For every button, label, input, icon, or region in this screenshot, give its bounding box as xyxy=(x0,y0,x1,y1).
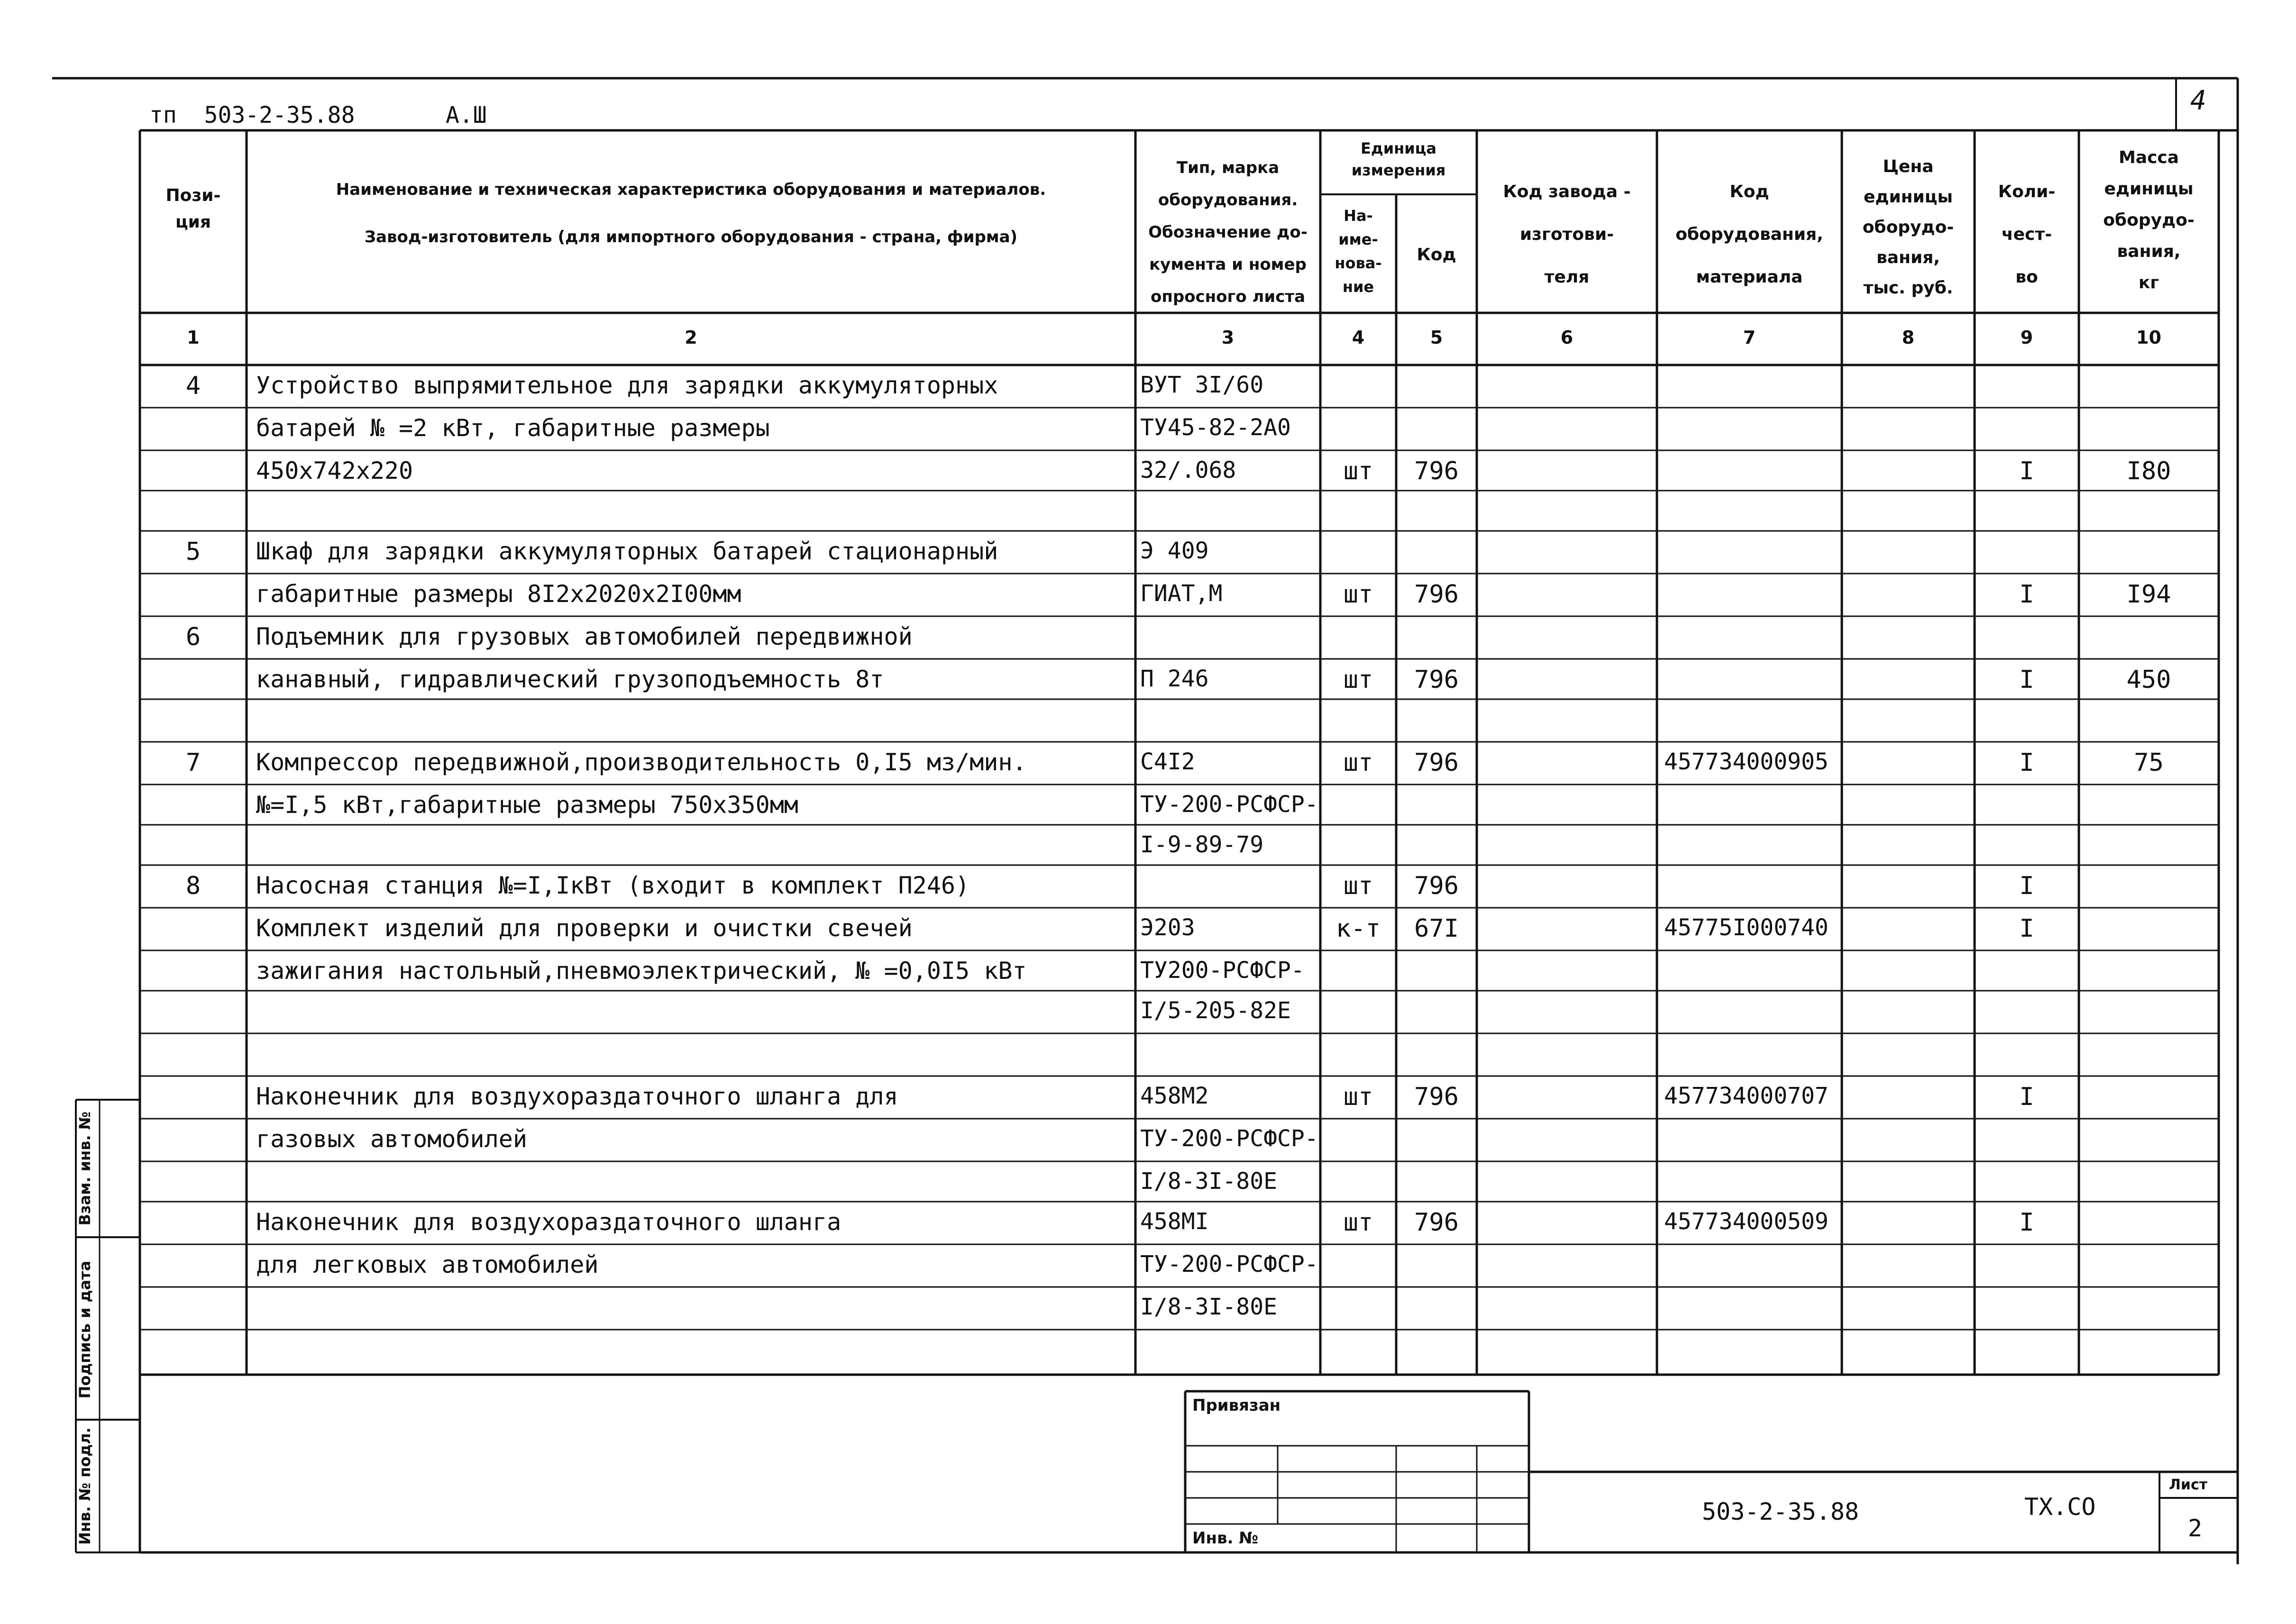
cell-unit-code: 796 xyxy=(1414,748,1459,777)
cell-name: 450х742х220 xyxy=(256,457,413,484)
cell-unit-code: 796 xyxy=(1414,666,1459,694)
cell-type: ТУ-200-РСФСР- xyxy=(1140,1125,1318,1152)
cell-name: Шкаф для зарядки аккумуляторных батарей стационарный xyxy=(256,538,998,565)
cell-quantity: I xyxy=(2019,1083,2034,1111)
header-unit-mass: Масса единицы оборудо- вания, кг xyxy=(2103,148,2195,292)
cell-name: Комплект изделий для проверки и очистки свечей xyxy=(256,914,913,942)
cell-type: I-9-89-79 xyxy=(1140,831,1264,858)
cell-type: I/5-205-82Е xyxy=(1140,997,1291,1024)
title-attached-label: Привязан xyxy=(1192,1396,1281,1415)
cell-type: ТУ-200-РСФСР- xyxy=(1140,1251,1318,1277)
header-unit-code: Код xyxy=(1417,245,1456,265)
column-number: 6 xyxy=(1560,327,1573,348)
header-equipment-code: Код оборудования, материала xyxy=(1675,182,1823,287)
cell-position: 7 xyxy=(185,748,201,777)
cell-unit-name: шт xyxy=(1343,580,1373,609)
album-label: А.Ш xyxy=(446,102,487,128)
cell-type: 458М2 xyxy=(1140,1083,1209,1109)
cell-type: ТУ200-РСФСР- xyxy=(1140,957,1305,984)
column-number: 3 xyxy=(1221,327,1235,348)
cell-quantity: I xyxy=(2019,457,2034,485)
cell-unit-code: 796 xyxy=(1414,1208,1459,1237)
header-unit-name: На- име- нова- ние xyxy=(1335,207,1382,296)
column-number: 4 xyxy=(1352,327,1365,348)
cell-name: Насосная станция №=I,IкВт (входит в комплект П246) xyxy=(256,872,970,899)
title-doc-mark: ТХ.СО xyxy=(2024,1493,2096,1521)
cell-unit-code: 796 xyxy=(1414,580,1459,609)
cell-unit-code: 67I xyxy=(1414,914,1459,943)
cell-unit-name: шт xyxy=(1343,666,1373,694)
cell-type: I/8-3I-80Е xyxy=(1140,1168,1277,1195)
cell-quantity: I xyxy=(2019,1208,2034,1237)
cell-name: газовых автомобилей xyxy=(256,1125,527,1153)
cell-mass: 450 xyxy=(2126,666,2171,694)
cell-position: 4 xyxy=(185,372,201,400)
cell-name: зажигания настольный,пневмоэлектрический, № =0,0I5 кВт xyxy=(256,957,1027,985)
cell-name: для легковых автомобилей xyxy=(256,1251,599,1278)
cell-quantity: I xyxy=(2019,580,2034,609)
cell-name: габаритные размеры 8I2х2020х2I00мм xyxy=(256,580,741,608)
title-doc-code: 503-2-35.88 xyxy=(1702,1498,1859,1525)
stamp-original-inv: Инв. № подл. xyxy=(76,1427,94,1545)
column-number: 8 xyxy=(1902,327,1915,348)
cell-mass: I94 xyxy=(2126,580,2171,609)
cell-unit-name: шт xyxy=(1343,872,1373,900)
cell-type: ГИАТ,М xyxy=(1140,580,1223,607)
cell-type: ВУТ 3I/60 xyxy=(1140,372,1264,398)
cell-quantity: I xyxy=(2019,914,2034,943)
cell-mass: 75 xyxy=(2134,748,2164,777)
column-number: 5 xyxy=(1430,327,1443,348)
cell-unit-code: 796 xyxy=(1414,872,1459,900)
cell-type: П 246 xyxy=(1140,666,1209,692)
cell-quantity: I xyxy=(2019,666,2034,694)
cell-type: 32/.068 xyxy=(1140,457,1236,484)
cell-name: батарей № =2 кВт, габаритные размеры xyxy=(256,414,770,442)
cell-type: Э203 xyxy=(1140,914,1195,941)
cell-name: Наконечник для воздухораздаточного шланга xyxy=(256,1208,842,1236)
cell-position: 5 xyxy=(185,538,201,566)
stamp-signature-date: Подпись и дата xyxy=(76,1260,94,1399)
header-factory-code: Код завода - изготови- теля xyxy=(1503,182,1631,287)
column-number: 1 xyxy=(187,327,200,348)
title-inv-label: Инв. № xyxy=(1192,1529,1259,1548)
cell-position: 8 xyxy=(185,872,201,900)
cell-type: Э 409 xyxy=(1140,538,1209,564)
cell-unit-name: к-т xyxy=(1336,914,1381,943)
cell-equipment-code: 45775I000740 xyxy=(1664,914,1829,941)
header-name-line1: Наименование и техническая характеристика оборудования и материалов. xyxy=(336,180,1046,199)
cell-type: I/8-3I-80Е xyxy=(1140,1294,1277,1320)
header-name-line2: Завод-изготовитель (для импортного оборудования - страна, фирма) xyxy=(364,228,1018,246)
header-type: Тип, марка оборудования. Обозначение до- кумента и номер опросного листа xyxy=(1148,158,1308,306)
title-sheet-label: Лист xyxy=(2169,1477,2208,1493)
cell-equipment-code: 457734000707 xyxy=(1664,1083,1829,1109)
column-number: 2 xyxy=(685,327,697,348)
top-left-doc-code: тп 503-2-35.88 xyxy=(149,102,355,128)
cell-type: 458МI xyxy=(1140,1208,1209,1235)
cell-name: Компрессор передвижной,производительность 0,I5 мз/мин. xyxy=(256,748,1027,776)
cell-unit-name: шт xyxy=(1343,1208,1373,1237)
header-quantity: Коли- чест- во xyxy=(1998,182,2056,287)
header-unit-price: Цена единицы оборудо- вания, тыс. руб. xyxy=(1862,157,1954,298)
cell-unit-name: шт xyxy=(1343,1083,1373,1111)
cell-unit-code: 796 xyxy=(1414,1083,1459,1111)
title-sheet-number: 2 xyxy=(2188,1515,2203,1542)
cell-position: 6 xyxy=(185,623,201,651)
cell-unit-name: шт xyxy=(1343,748,1373,777)
column-number: 7 xyxy=(1743,327,1756,348)
header-position: Пози- ция xyxy=(165,186,221,232)
cell-name: №=I,5 кВт,габаритные размеры 750х350мм xyxy=(256,791,798,819)
cell-unit-name: шт xyxy=(1343,457,1373,485)
cell-type: ТУ-200-РСФСР- xyxy=(1140,791,1318,818)
stamp-interchange-inv: Взам. инв. № xyxy=(76,1111,94,1226)
cell-name: Устройство выпрямительное для зарядки аккумуляторных xyxy=(256,372,998,399)
cell-mass: I80 xyxy=(2126,457,2171,485)
cell-name: Наконечник для воздухораздаточного шланга для xyxy=(256,1083,898,1110)
cell-type: ТУ45-82-2А0 xyxy=(1140,414,1291,441)
cell-quantity: I xyxy=(2019,748,2034,777)
cell-type: С4I2 xyxy=(1140,748,1195,775)
cell-equipment-code: 457734000905 xyxy=(1664,748,1829,775)
cell-equipment-code: 457734000509 xyxy=(1664,1208,1829,1235)
column-number: 10 xyxy=(2136,327,2161,348)
cell-name: канавный, гидравлический грузоподъемность 8т xyxy=(256,666,884,693)
header-unit-group: Единица измерения xyxy=(1351,139,1446,179)
cell-name: Подъемник для грузовых автомобилей передвижной xyxy=(256,623,913,650)
cell-quantity: I xyxy=(2019,872,2034,900)
corner-sheet-number: 4 xyxy=(2190,85,2206,116)
cell-unit-code: 796 xyxy=(1414,457,1459,485)
column-number: 9 xyxy=(2020,327,2033,348)
